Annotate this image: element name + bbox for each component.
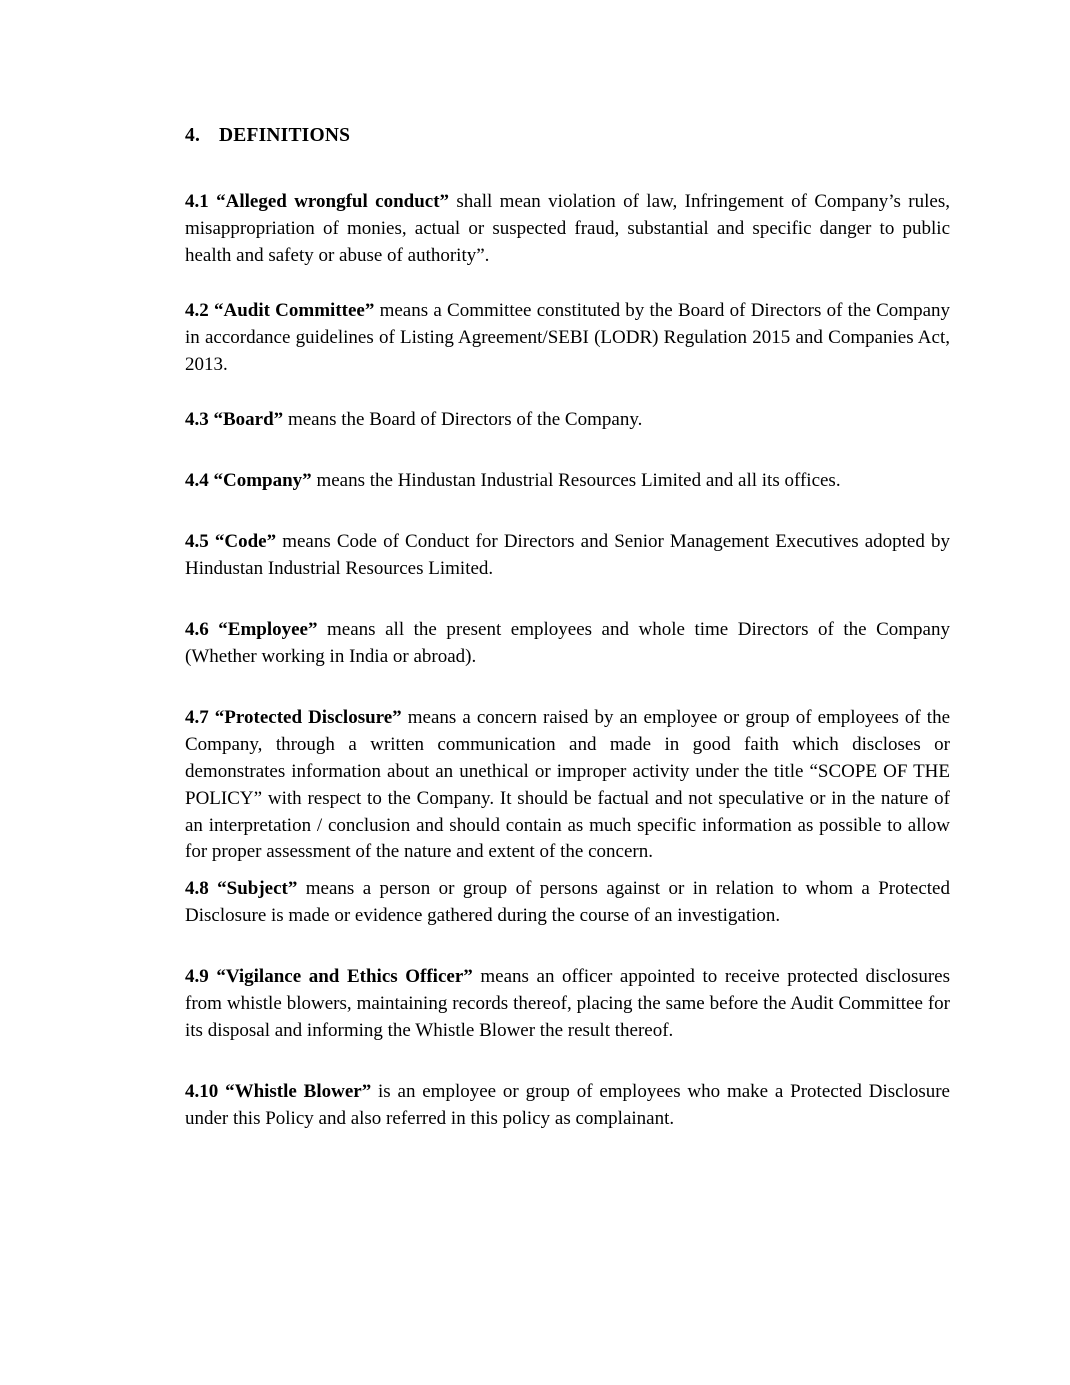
clause-4-6-term: 4.6 “Employee” <box>185 618 318 640</box>
clause-4-8-text: means a person or group of persons against or in relation to whom a Protected Disclosure is made or evidence gathered during the course of an investigation. <box>185 878 950 927</box>
clause-4-6-text: means all the present employees and whole time Directors of the Company (Whether working in India or abroad). <box>185 618 950 667</box>
clause-4-8-term: 4.8 “Subject” <box>185 878 298 900</box>
clause-4-3-text: means the Board of Directors of the Company. <box>283 408 643 430</box>
clause-4-9-term: 4.9 “Vigilance and Ethics Officer” <box>185 966 473 988</box>
clause-4-8 <box>185 876 950 930</box>
clause-4-4-text: means the Hindustan Industrial Resources Limited and all its offices. <box>311 469 841 491</box>
clause-4-5 <box>185 529 950 583</box>
clause-4-5-text: means Code of Conduct for Directors and Senior Management Executives adopted by Hindustan Industrial Resources Limited. <box>185 530 950 579</box>
clause-4-10 <box>185 1079 950 1133</box>
section-number: 4. <box>185 125 201 146</box>
clause-4-4-term: 4.4 “Company” <box>185 469 312 491</box>
clause-4-1-text: shall mean violation of law, Infringement of Company’s rules, misappropriation of monies, actual or suspected fraud, substantial and specific danger to public health and safety or abuse of authority”. <box>185 191 950 266</box>
clause-4-10-text: is an employee or group of employees who make a Protected Disclosure under this Policy and also referred in this policy as complainant. <box>185 1081 950 1130</box>
section-title: DEFINITIONS <box>219 125 351 146</box>
clause-4-9-text: means an officer appointed to receive protected disclosures from whistle blowers, maintaining records thereof, placing the same before the Audit Committee for its disposal and informing the Whistle Blower the result thereof. <box>185 966 950 1042</box>
clause-4-7-text: means a concern raised by an employee or group of employees of the Company, through a written communication and made in good faith which discloses or demonstrates information about an unethical or improper activity under the title “SCOPE OF THE POLICY” with respect to the Company. It should be factual and not speculative or in the nature of an interpretation / conclusion and should contain as much specific information as possible to allow for proper assessment of the nature and extent of the concern. <box>185 706 950 863</box>
clause-4-2-term: 4.2 “Audit Committee” <box>185 299 375 321</box>
clause-4-6 <box>185 617 950 671</box>
clause-4-10-term: 4.10 “Whistle Blower” <box>185 1081 372 1103</box>
clause-4-2 <box>185 298 950 379</box>
clause-4-9 <box>185 964 950 1045</box>
clause-4-3 <box>185 407 950 434</box>
section-heading <box>185 125 950 147</box>
clause-4-1 <box>185 189 950 270</box>
document-body <box>185 125 950 1133</box>
clause-4-3-term: 4.3 “Board” <box>185 408 284 430</box>
clause-4-5-term: 4.5 “Code” <box>185 530 277 552</box>
clause-4-2-text: means a Committee constituted by the Board of Directors of the Company in accordance guidelines of Listing Agreement/SEBI (LODR) Regulation 2015 and Companies Act, 2013. <box>185 299 951 375</box>
clause-4-1-term: 4.1 “Alleged wrongful conduct” <box>185 191 450 212</box>
clause-4-7-term: 4.7 “Protected Disclosure” <box>185 706 402 728</box>
clause-4-4 <box>185 468 950 495</box>
clause-4-7 <box>185 705 950 867</box>
